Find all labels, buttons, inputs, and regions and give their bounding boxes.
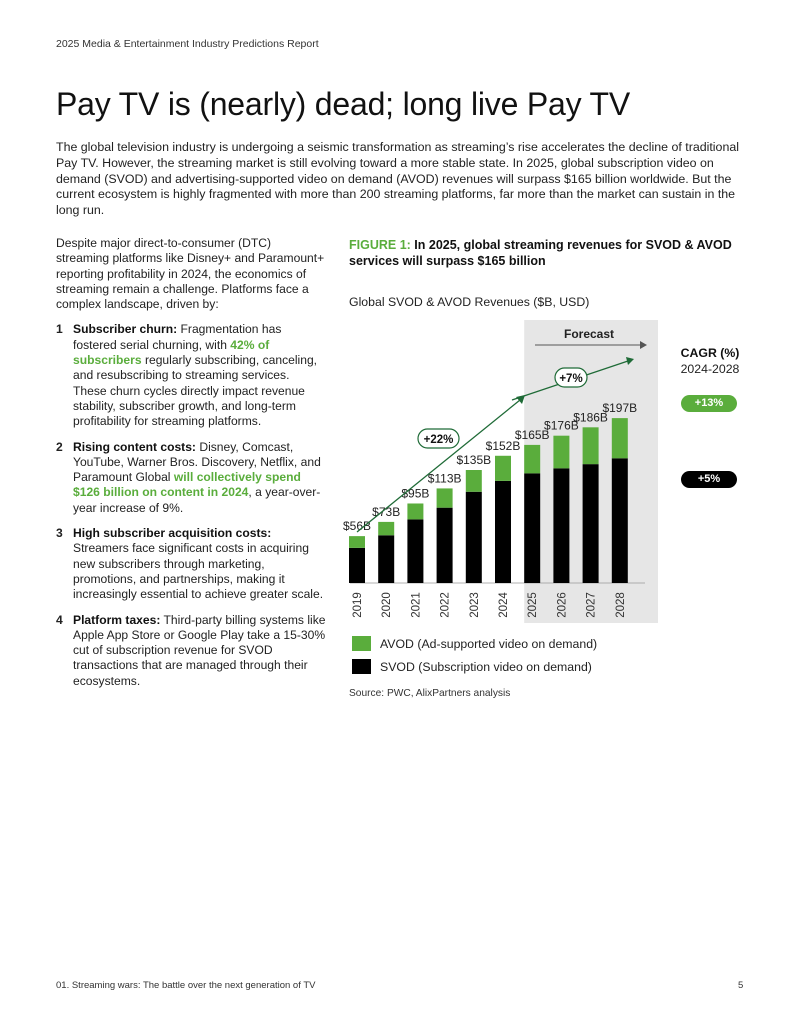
list-item bbox=[56, 526, 326, 602]
avod-bar bbox=[583, 427, 599, 464]
legend-avod-swatch bbox=[352, 636, 371, 651]
svod-bar bbox=[524, 473, 540, 583]
item-title: Platform taxes: bbox=[73, 612, 161, 627]
total-label: $73B bbox=[372, 504, 401, 519]
total-label: $56B bbox=[342, 519, 372, 534]
cagr-title: CAGR (%) bbox=[680, 346, 740, 360]
list-item bbox=[56, 613, 326, 689]
avod-bar bbox=[378, 522, 394, 535]
item-number: 3 bbox=[56, 526, 63, 541]
year-tick-label: 2027 bbox=[585, 592, 598, 618]
year-tick-label: 2021 bbox=[410, 592, 423, 618]
figure-title bbox=[349, 237, 739, 269]
growth-badge-1-label: +22% bbox=[423, 434, 454, 446]
year-tick-label: 2024 bbox=[498, 592, 510, 618]
item-text: Streamers face significant costs in acquiring new subscribers through marketing, promotions, and partnerships, making it increasingly essential to achieve greater scale. bbox=[73, 541, 324, 602]
total-label: $95B bbox=[401, 486, 430, 501]
chart-subtitle: Global SVOD & AVOD Revenues ($B, USD) bbox=[349, 295, 590, 309]
svod-bar bbox=[349, 548, 365, 583]
legend-avod bbox=[352, 636, 597, 651]
avod-bar bbox=[349, 536, 365, 548]
total-label: $135B bbox=[456, 453, 492, 468]
total-label: $186B bbox=[573, 410, 608, 425]
item-text-end: , a year-over-year increase of 9%. bbox=[73, 485, 321, 515]
svod-bar bbox=[407, 519, 423, 583]
total-label: $113B bbox=[427, 471, 462, 486]
avod-bar bbox=[553, 436, 569, 469]
total-label: $176B bbox=[544, 418, 579, 433]
item-title: Subscriber churn: bbox=[73, 322, 178, 337]
forecast-label: Forecast bbox=[563, 327, 615, 341]
year-tick-label: 2028 bbox=[614, 592, 627, 618]
legend-avod-label: AVOD (Ad-supported video on demand) bbox=[380, 636, 598, 651]
page-footer: 01. Streaming wars: The battle over the next generation of TV bbox=[56, 980, 316, 991]
svod-bar bbox=[583, 464, 599, 583]
item-text: Third-party billing systems like Apple App Store or Google Play take a 15-30% cut of subscription revenue for SVOD transactions that are managed through their ecosystems. bbox=[73, 612, 326, 688]
year-tick-label: 2020 bbox=[381, 592, 394, 618]
total-label: $165B bbox=[514, 427, 550, 442]
growth-badge-2-label: +7% bbox=[559, 373, 583, 385]
year-tick-label: 2023 bbox=[468, 592, 481, 618]
lead-paragraph: Despite major direct-to-consumer (DTC) streaming platforms like Disney+ and Paramount+ reporting profitability in 2024, the economics of streaming remain a challenge. Platforms face a complex landscape, driven by: bbox=[56, 236, 325, 312]
left-column bbox=[56, 236, 326, 699]
list-item bbox=[56, 322, 326, 429]
item-number: 1 bbox=[56, 322, 63, 337]
svod-bar bbox=[495, 481, 511, 583]
cagr-avod-badge: +13% bbox=[681, 395, 737, 412]
avod-bar bbox=[466, 470, 482, 492]
item-title: High subscriber acquisition costs: bbox=[73, 526, 272, 541]
intro-paragraph: The global television industry is undergoing a seismic transformation as streaming’s rise accelerates the decline of traditional Pay TV. However, the streaming market is still evolving toward a more stable state. In 2025, global subscription video on demand (SVOD) and advertising-supported video on demand (AVOD) revenues will surpass $165 billion worldwide. But the current ecosystem is highly fragmented with more than 200 streaming platforms, far more than the market can sustain in the long run. bbox=[56, 140, 739, 218]
year-tick-label: 2019 bbox=[352, 592, 364, 618]
year-tick-label: 2025 bbox=[527, 592, 540, 618]
item-text-end: regularly subscribing, canceling, and resubscribing to streaming services. These churn cycles directly impact revenue stability, subscriber growth, and long-term profitability for streaming platforms. bbox=[73, 353, 318, 429]
svod-bar bbox=[466, 492, 482, 583]
item-text: Disney, Comcast, YouTube, Warner Bros. Discovery, Netflix, and Paramount Global bbox=[73, 439, 321, 485]
legend-svod bbox=[352, 659, 592, 674]
year-tick-label: 2022 bbox=[439, 592, 452, 618]
item-number: 4 bbox=[56, 612, 63, 627]
item-number: 2 bbox=[56, 439, 63, 454]
item-title: Rising content costs: bbox=[73, 439, 196, 454]
item-highlight: will collectively spend $126 billion on content in 2024 bbox=[73, 470, 301, 500]
avod-bar bbox=[437, 488, 453, 507]
figure-label: FIGURE 1: bbox=[349, 238, 411, 252]
cagr-svod-badge: +5% bbox=[681, 471, 737, 488]
avod-bar bbox=[407, 503, 423, 519]
cagr-years: 2024-2028 bbox=[680, 362, 740, 376]
avod-bar bbox=[495, 456, 511, 481]
legend-svod-label: SVOD (Subscription video on demand) bbox=[380, 659, 592, 674]
figure-title-text: In 2025, global streaming revenues for SVOD & AVOD services will surpass $165 billion bbox=[349, 238, 732, 268]
avod-bar bbox=[612, 418, 628, 458]
list-item bbox=[56, 440, 326, 516]
revenue-chart bbox=[340, 315, 660, 627]
legend-svod-swatch bbox=[352, 659, 371, 674]
report-header: 2025 Media & Entertainment Industry Predictions Report bbox=[56, 38, 319, 50]
avod-bar bbox=[524, 445, 540, 473]
item-text: Fragmentation has fostered serial churning, with bbox=[73, 322, 282, 352]
svod-bar bbox=[437, 508, 453, 583]
chart-source: Source: PWC, AlixPartners analysis bbox=[349, 688, 511, 699]
svod-bar bbox=[612, 458, 628, 583]
total-label: $197B bbox=[602, 401, 638, 416]
item-highlight: 42% of subscribers bbox=[73, 337, 270, 368]
svod-bar bbox=[553, 468, 569, 583]
page-number: 5 bbox=[738, 980, 744, 991]
svod-bar bbox=[378, 535, 394, 583]
page-title: Pay TV is (nearly) dead; long live Pay TV bbox=[56, 86, 631, 122]
year-tick-label: 2026 bbox=[556, 592, 569, 618]
total-label: $152B bbox=[485, 438, 521, 453]
